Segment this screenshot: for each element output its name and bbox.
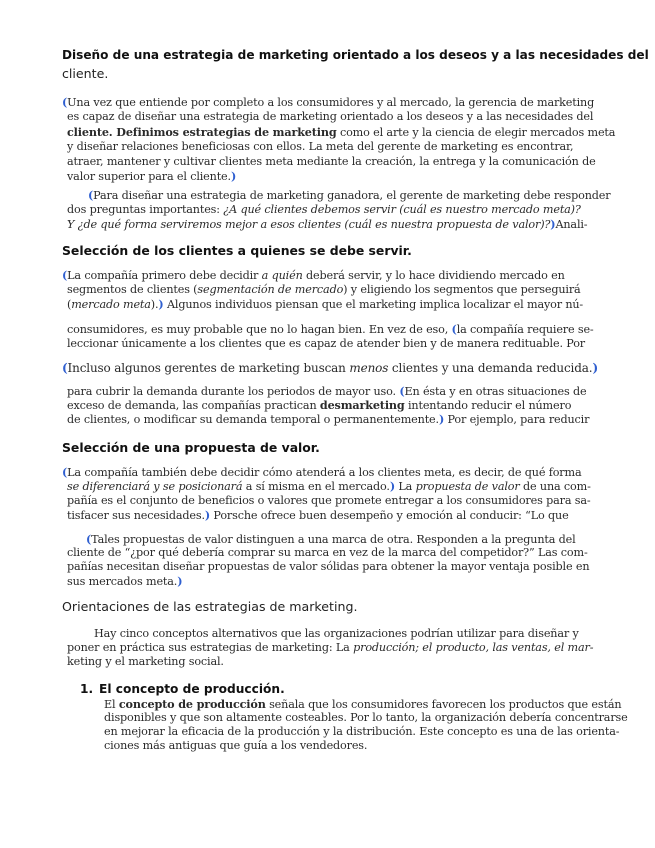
- excerpt-line: valor superior para el cliente.): [67, 169, 237, 183]
- excerpt-line: (Incluso algunos gerentes de marketing buscan menos clientes y una demanda reducida.): [62, 361, 598, 375]
- excerpt-line: (Para diseñar una estrategia de marketing ganadora, el gerente de marketing debe responder: [88, 188, 611, 202]
- highlight-open-bracket: (: [62, 268, 68, 282]
- excerpt-line: keting y el marketing social.: [67, 655, 224, 668]
- excerpt-line: tisfacer sus necesidades.) Porsche ofrece buen desempeño y emoción al conducir: “Lo que: [67, 508, 569, 522]
- excerpt-line: dos preguntas importantes: ¿A qué clientes debemos servir (cuál es nuestro mercado meta)?: [67, 203, 581, 216]
- excerpt-line: de clientes, o modificar su demanda temporal o permanentemente.) Por ejemplo, para reducir: [67, 412, 590, 426]
- highlight-open-bracket: (: [62, 95, 68, 109]
- highlight-close-bracket: ): [592, 361, 598, 375]
- excerpt-line: pañía es el conjunto de beneficios o valores que promete entregar a los consumidores para sa-: [67, 494, 591, 507]
- excerpt-line: (La compañía también debe decidir cómo atenderá a los clientes meta, es decir, de qué forma: [62, 465, 582, 479]
- excerpt-line: para cubrir la demanda durante los periodos de mayor uso. (En ésta y en otras situaciones de: [67, 384, 587, 398]
- excerpt-line: consumidores, es muy probable que no lo hagan bien. En vez de eso, (la compañía requiere se-: [67, 322, 594, 336]
- highlight-open-bracket: (: [86, 532, 92, 546]
- excerpt-line: cliente de “¿por qué debería comprar su marca en vez de la marca del competidor?” Las com-: [67, 546, 588, 559]
- excerpt-line: se diferenciará y se posicionará a sí misma en el mercado.) La propuesta de valor de una com-: [67, 479, 591, 493]
- section-heading-strategy-orientations: Orientaciones de las estrategias de marketing.: [62, 599, 358, 614]
- highlight-close-bracket: ): [204, 508, 211, 522]
- excerpt-line: disponibles y que son altamente costeables. Por lo tanto, la organización debería concentrarse: [104, 711, 628, 724]
- highlight-open-bracket: (: [451, 322, 457, 336]
- highlight-close-bracket: ): [177, 574, 183, 588]
- excerpt-line: y diseñar relaciones beneficiosas con ellos. La meta del gerente de marketing es encontrar,: [67, 140, 574, 153]
- highlight-close-bracket: ): [438, 412, 445, 426]
- excerpt-line: Hay cinco conceptos alternativos que las organizaciones podrían utilizar para diseñar y: [94, 627, 579, 640]
- list-item-title: El concepto de producción.: [99, 682, 285, 696]
- highlight-open-bracket: (: [62, 361, 68, 375]
- excerpt-line: en mejorar la eficacia de la producción y la distribución. Este concepto es una de las orienta-: [104, 725, 620, 738]
- excerpt-line: atraer, mantener y cultivar clientes meta mediante la creación, la entrega y la comunicación de: [67, 155, 596, 168]
- excerpt-line: (Una vez que entiende por completo a los consumidores y al mercado, la gerencia de marketing: [62, 95, 595, 109]
- highlight-close-bracket: ): [550, 217, 556, 231]
- excerpt-line: sus mercados meta.): [67, 574, 183, 588]
- highlight-close-bracket: ): [158, 297, 164, 311]
- excerpt-line: leccionar únicamente a los clientes que es capaz de atender bien y de manera redituable. Por: [67, 337, 585, 350]
- highlight-close-bracket: ): [230, 169, 237, 183]
- highlight-open-bracket: (: [62, 465, 68, 479]
- section-heading-strategy-design-cont: cliente.: [62, 66, 109, 81]
- excerpt-line: exceso de demanda, las compañías practican desmarketing intentando reducir el número: [67, 398, 572, 412]
- excerpt-line: (La compañía primero debe decidir a quién deberá servir, y lo hace dividiendo mercado en: [62, 268, 565, 282]
- highlight-close-bracket: ): [389, 479, 395, 493]
- section-heading-value-proposition: Selección de una propuesta de valor.: [62, 440, 320, 455]
- list-number: 1.: [80, 682, 94, 696]
- excerpt-line: pañías necesitan diseñar propuestas de valor sólidas para obtener la mayor ventaja posible en: [67, 560, 590, 573]
- highlight-open-bracket: (: [399, 384, 405, 398]
- excerpt-line: poner en práctica sus estrategias de marketing: La producción; el producto, las ventas, el mar-: [67, 641, 594, 654]
- excerpt-line: es capaz de diseñar una estrategia de marketing orientado a los deseos y a las necesidades del: [67, 110, 594, 123]
- highlight-open-bracket: (: [88, 188, 94, 202]
- section-heading-customer-selection: Selección de los clientes a quienes se debe servir.: [62, 243, 412, 258]
- excerpt-line: ciones más antiguas que guía a los vendedores.: [104, 739, 368, 752]
- excerpt-line: El concepto de producción señala que los consumidores favorecen los productos que están: [104, 697, 622, 711]
- excerpt-line: cliente. Definimos estrategias de marketing como el arte y la ciencia de elegir mercados meta: [67, 125, 616, 139]
- excerpt-line: segmentos de clientes (segmentación de mercado) y eligiendo los segmentos que perseguirá: [67, 283, 581, 296]
- excerpt-line: Y ¿de qué forma serviremos mejor a esos clientes (cuál es nuestra propuesta de valor)?)Anali-: [67, 217, 588, 231]
- excerpt-line: (Tales propuestas de valor distinguen a una marca de otra. Responden a la pregunta del: [86, 532, 576, 546]
- excerpt-line: (mercado meta).) Algunos individuos piensan que el marketing implica localizar el mayor nú-: [67, 297, 584, 311]
- section-heading-strategy-design: Diseño de una estrategia de marketing orientado a los deseos y a las necesidades del: [62, 47, 649, 62]
